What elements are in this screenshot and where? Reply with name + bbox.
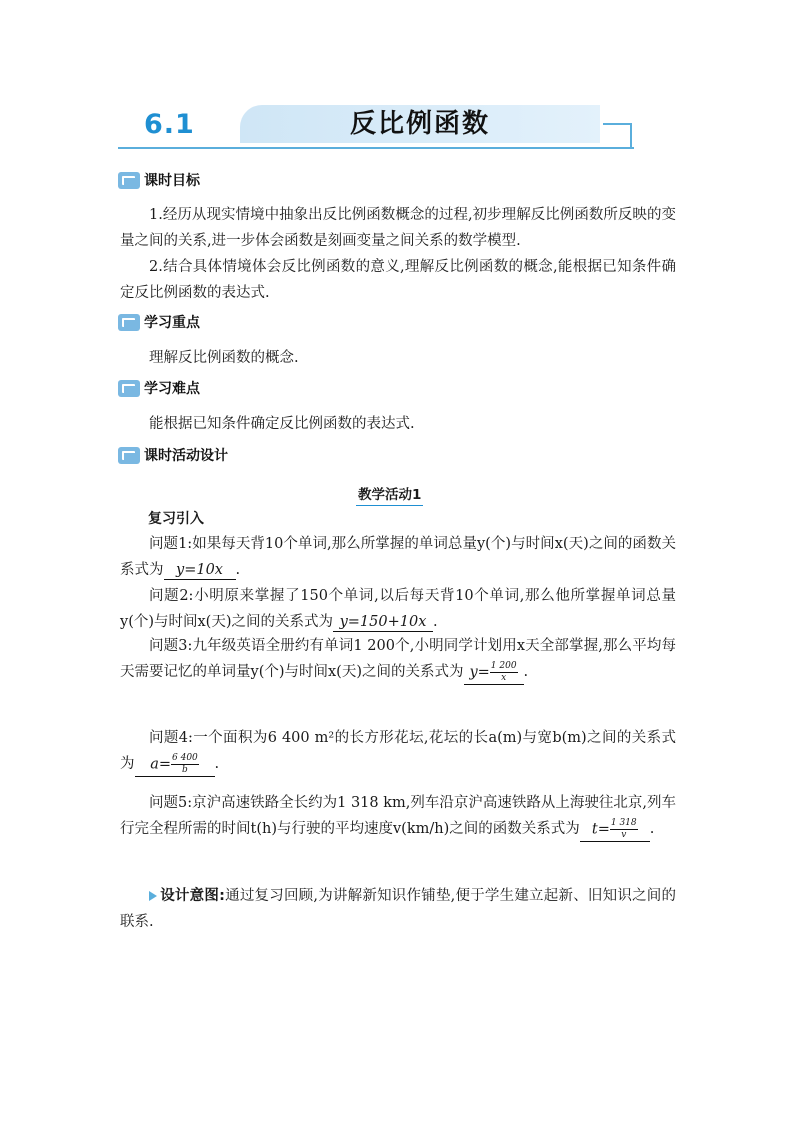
question-5-lhs: t= [591, 821, 610, 837]
design-intent-label: 设计意图: [160, 888, 225, 904]
question-2 [120, 583, 676, 635]
question-2-text: 问题2:小明原来掌握了150个单词,以后每天背10个单词,那么他所掌握单词总量y(个)与时间x(天)之间的关系式为 [120, 588, 676, 630]
lesson-title: 反比例函数 [349, 109, 490, 139]
question-2-answer: y=150+10x [333, 613, 433, 632]
section-key-label: 学习重点 [144, 315, 200, 331]
fraction-denominator: b [182, 764, 188, 775]
question-1 [120, 531, 676, 583]
section-goals [118, 170, 200, 190]
goals-paragraph-2: 2.结合具体情境体会反比例函数的意义,理解反比例函数的概念,能根据已知条件确定反比例函数的表达式. [120, 259, 676, 301]
question-3-lhs: y= [469, 664, 490, 680]
question-4-lhs: a= [150, 756, 172, 772]
fraction-denominator: v [621, 829, 627, 840]
question-3-fraction [490, 661, 518, 684]
question-4-fraction [171, 753, 199, 776]
question-3-answer [464, 661, 524, 685]
lesson-number: 6.1 [144, 109, 195, 140]
question-5-fraction [610, 818, 638, 841]
question-5 [120, 790, 676, 842]
fraction-numerator: 6 400 [172, 752, 198, 763]
header-corner-line [630, 123, 632, 149]
design-intent [120, 883, 676, 935]
section-difficulty-label: 学习难点 [144, 381, 200, 397]
section-goals-label: 课时目标 [144, 173, 200, 189]
section-activity [118, 445, 228, 465]
question-1-text: 问题1:如果每天背10个单词,那么所掌握的单词总量y(个)与时间x(天)之间的函数关系式为 [120, 536, 676, 578]
question-4 [120, 725, 676, 777]
triangle-marker-icon [149, 891, 157, 901]
section-difficulty [118, 378, 200, 398]
question-5-text: 问题5:京沪高速铁路全长约为1 318 km,列车沿京沪高速铁路从上海驶往北京,列车行完全程所需的时间t(h)与行驶的平均速度v(km/h)之间的函数关系式为 [120, 795, 676, 837]
fraction-denominator: x [501, 672, 507, 683]
question-5-answer [580, 818, 650, 842]
question-3-text: 问题3:九年级英语全册约有单词1 200个,小明同学计划用x天全部掌握,那么平均每天需要记忆的单词量y(个)与时间x(天)之间的关系式为 [120, 638, 676, 680]
activity-subtitle: 复习引入 [148, 511, 204, 527]
section-activity-label: 课时活动设计 [144, 448, 228, 464]
fraction-numerator: 1 200 [490, 660, 517, 671]
difficulty-paragraph: 能根据已知条件确定反比例函数的表达式. [149, 416, 415, 432]
question-4-end: . [214, 756, 220, 772]
section-icon [118, 314, 140, 331]
header-underline [118, 147, 634, 149]
question-2-end: . [433, 614, 438, 630]
question-3 [120, 633, 676, 685]
question-5-end: . [649, 821, 655, 837]
design-intent-text: 通过复习回顾,为讲解新知识作铺垫,便于学生建立起新、旧知识之间的联系. [120, 888, 676, 930]
header-corner-line-top [603, 123, 632, 125]
key-paragraph: 理解反比例函数的概念. [149, 350, 299, 366]
question-1-end: . [235, 562, 241, 578]
section-icon [118, 172, 140, 189]
activity-title: 教学活动1 [356, 483, 423, 506]
question-1-answer: y=10x [164, 561, 236, 580]
section-icon [118, 380, 140, 397]
section-icon [118, 447, 140, 464]
lesson-header [118, 103, 638, 155]
goals-paragraph-1: 1.经历从现实情境中抽象出反比例函数概念的过程,初步理解反比例函数所反映的变量之间的关系,进一步体会函数是刻画变量之间关系的数学模型. [120, 207, 676, 249]
question-4-text: 问题4:一个面积为6 400 m²的长方形花坛,花坛的长a(m)与宽b(m)之间的关系式为 [120, 730, 676, 772]
question-4-answer [135, 753, 215, 777]
question-3-end: . [523, 664, 529, 680]
fraction-numerator: 1 318 [610, 817, 637, 828]
section-key [118, 312, 200, 332]
